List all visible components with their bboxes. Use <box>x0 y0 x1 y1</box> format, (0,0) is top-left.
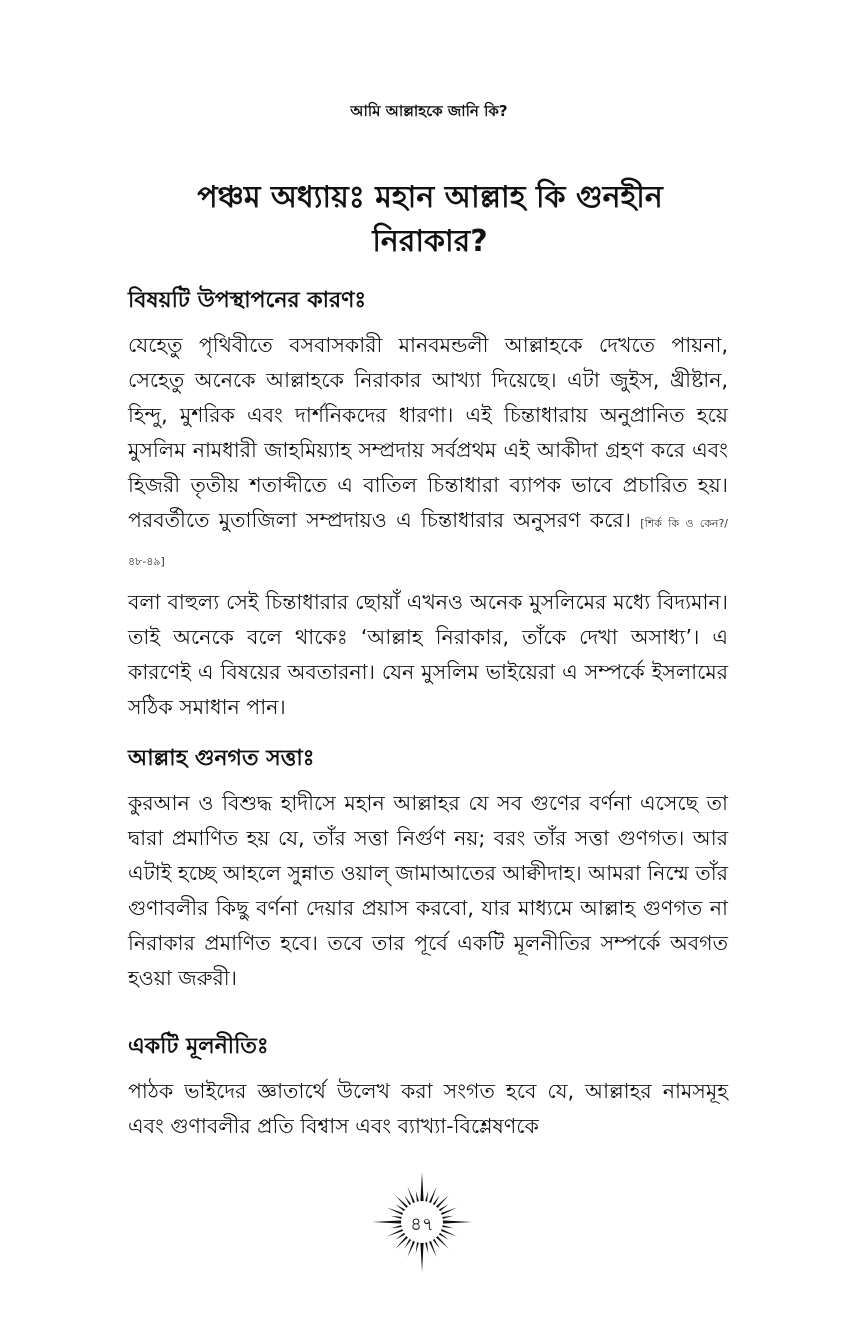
section-reason <box>128 284 728 731</box>
section-attributes <box>128 742 728 1002</box>
section-heading: আল্লাহ গুনগত সত্তাঃ <box>128 746 315 771</box>
sunburst-ray <box>420 1240 424 1272</box>
section-heading: একটি মূলনীতিঃ <box>128 1034 269 1059</box>
page-number: ৪৭ <box>410 1214 434 1235</box>
paragraph: বলা বাহুল্য সেই চিন্তাধারার ছোয়াঁ এখনও অনেক মুসলিমের মধ্যে বিদ্যমান। তাই অনেকে বলে থাকেঃ ‘আল্লাহ নিরাকার, তাঁকে দেখা অসাধ্য’। এ কারণেই এ বিষয়ের অবতারনা। যেন মুসলিম ভাইয়েরা এ সম্পর্কে ইসলামের সঠিক সমাধান পান। <box>128 590 728 719</box>
chapter-title <box>130 176 730 264</box>
page-number-ornament <box>362 1172 482 1282</box>
citation: [শির্ক কি ও কেন?/৪৮-৪৯] <box>128 517 728 568</box>
paragraph-text: যেহেতু পৃথিবীতে বসবাসকারী মানবমন্ডলী আল্লাহকে দেখতে পায়না, সেহেতু অনেকে আল্লাহকে নিরাকার আখ্যা দিয়েছে। এটা জুইস, খ্রীষ্টান, হিন্দু, মুশরিক এবং দার্শনিকদের ধারণা। এই চিন্তাধারায় অনুপ্রানিত হয়ে মুসলিম নামধারী জাহমিয়্যাহ সম্প্রদায় সর্বপ্রথম এই আকীদা গ্রহণ করে এবং হিজরী তৃতীয় শতাব্দীতে এ বাতিল চিন্তাধারা ব্যাপক ভাবে প্রচারিত হয়। পরবর্তীতে মুতাজিলা সম্প্রদায়ও এ চিন্তাধারার অনুসরণ করে। <box>128 333 728 532</box>
sunburst-ray <box>420 1172 424 1204</box>
paragraph: কুরআন ও বিশুদ্ধ হাদীসে মহান আল্লাহর যে সব গুণের বর্ণনা এসেছে তা দ্বারা প্রমাণিত হয় যে, তাঁর সত্তা নির্গুণ নয়; বরং তাঁর সত্তা গুণগত। আর এটাই হচ্ছে আহলে সুন্নাত ওয়াল্ জামাআতের আক্বীদাহ। আমরা নিম্মে তাঁর গুণাবলীর কিছু বর্ণনা দেয়ার প্রয়াস করবো, যার মাধ্যমে আল্লাহ গুণগত না নিরাকার প্রমাণিত হবে। তবে তার পূর্বে একটি মূলনীতির সম্পর্কে অবগত হওয়া জরুরী। <box>128 791 728 990</box>
chapter-title-line-1: পঞ্চম অধ্যায়ঃ মহান আল্লাহ কি গুনহীন <box>197 180 663 215</box>
running-head: আমি আল্লাহকে জানি কি? <box>350 102 508 120</box>
paragraph: পাঠক ভাইদের জ্ঞাতার্থে উলেখ করা সংগত হবে যে, আল্লাহর নামসমূহ এবং গুণাবলীর প্রতি বিশ্বাস এবং ব্যাখ্যা-বিশ্লেষণকে <box>128 1079 728 1138</box>
section-principle <box>128 1030 728 1150</box>
section-heading: বিষয়টি উপস্থাপনের কারণঃ <box>128 288 367 313</box>
chapter-title-line-2: নিরাকার? <box>372 224 488 259</box>
paragraph <box>128 328 728 579</box>
